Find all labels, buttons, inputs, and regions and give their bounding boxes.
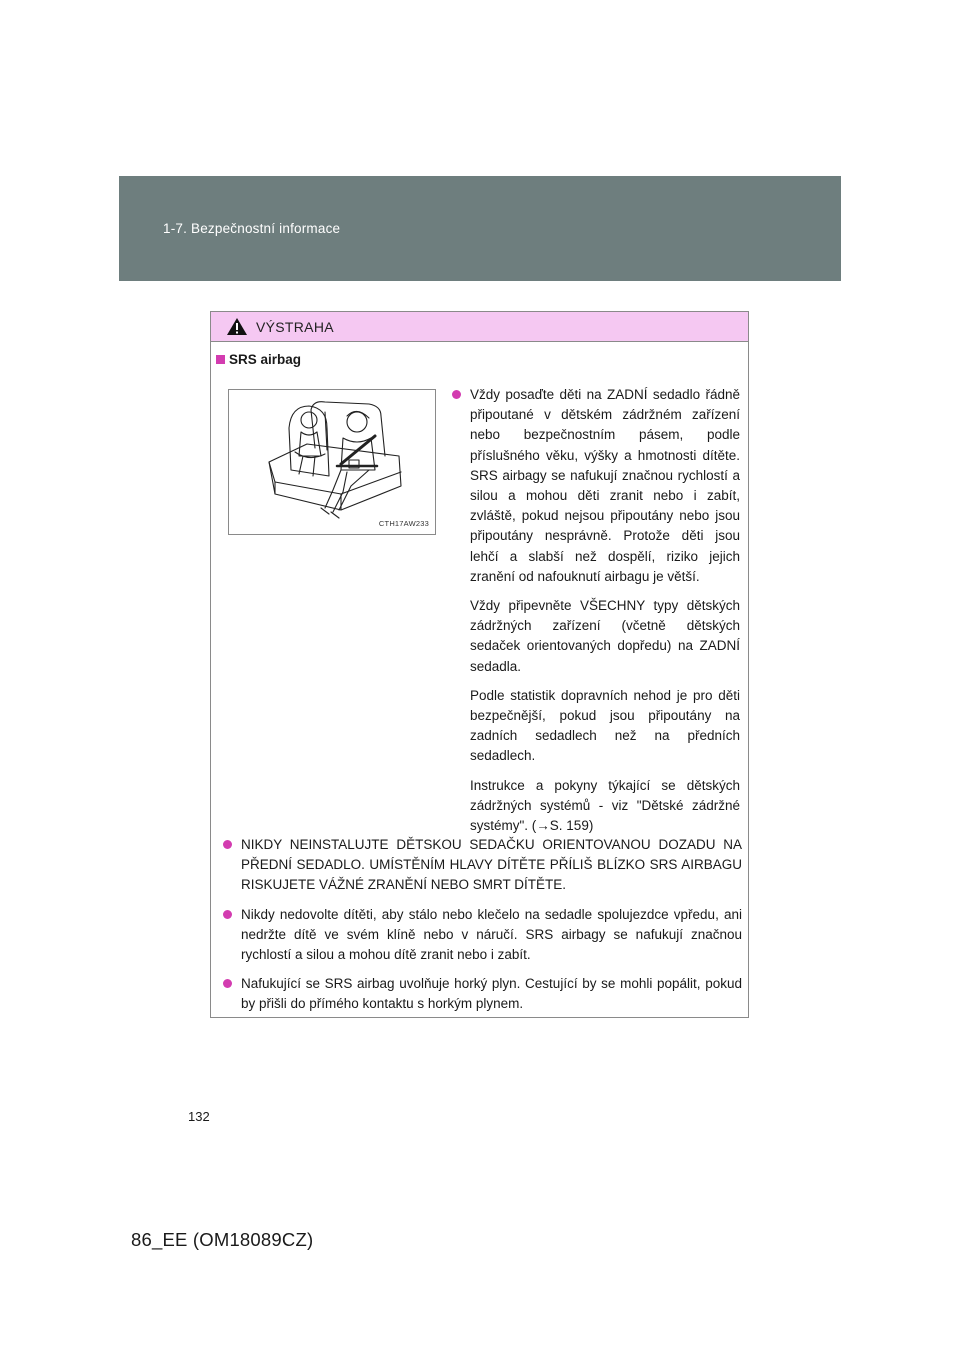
illustration-code: CTH17AW233 bbox=[378, 519, 429, 528]
child-seat-illustration bbox=[228, 389, 436, 535]
paragraph-text: Nafukující se SRS airbag uvolňuje horký plyn. Cestující by se mohli popálit, pokud by přišli do přímého kontaktu s horkým plynem. bbox=[241, 976, 742, 1012]
paragraph-text: Nikdy nedovolte dítěti, aby stálo nebo klečelo na sedadle spolujezdce vpředu, ani nedržte dítě ve svém klíně nebo v náručí. SRS airbagy se nafukují značnou rychlostí a silou a mohou dítě zranit nebo i zabít. bbox=[241, 906, 742, 963]
warning-header bbox=[211, 312, 748, 342]
paragraph-text: Vždy posaďte děti na ZADNÍ sedadlo řádně připoutané v dětském zádržném zařízení nebo bezpečnostním pásem, podle příslušného věku, výšky a hmotnosti dítěte. SRS airbagy se nafukují značnou rychlostí a silou a mohou děti zranit nebo i zabít, zvláště, pokud nejsou připoutány nebo jsou připoutány nesprávně. Protože děti jsou lehčí a slabší než dospělí, riziko jejich zranění od nafouknutí airbagu je větší. bbox=[470, 387, 740, 584]
circle-bullet-icon bbox=[223, 979, 232, 988]
circle-bullet-icon bbox=[223, 840, 232, 849]
list-item bbox=[241, 905, 742, 966]
child-seat-drawing bbox=[229, 390, 435, 534]
circle-bullet-icon bbox=[452, 390, 461, 399]
side-text bbox=[470, 385, 740, 845]
paragraph-text: NIKDY NEINSTALUJTE DĚTSKOU SEDAČKU ORIENTOVANOU DOZADU NA PŘEDNÍ SEDADLO. UMÍSTĚNÍM HLAVY DÍTĚTE PŘÍLIŠ BLÍZKO SRS AIRBAGU RISKUJETE VÁŽNÉ ZRANĚNÍ NEBO SMRT DÍTĚTE. bbox=[241, 837, 742, 893]
list-item bbox=[241, 835, 742, 896]
list-item bbox=[470, 385, 740, 587]
paragraph: Instrukce a pokyny týkající se dětských zádržných systémů - viz "Dětské zádržné systémy". (→S. 159) bbox=[470, 777, 740, 834]
warning-triangle-icon bbox=[226, 317, 248, 336]
paragraph: Podle statistik dopravních nehod je pro děti bezpečnější, pokud jsou připoutány na zadních sedadlech než na předních sedadlech. bbox=[470, 687, 740, 764]
section-title: 1-7. Bezpečnostní informace bbox=[163, 221, 341, 236]
page-number: 132 bbox=[188, 1109, 210, 1124]
warning-list bbox=[241, 835, 742, 1024]
square-bullet-icon bbox=[216, 355, 225, 364]
subheading-text: SRS airbag bbox=[229, 352, 302, 367]
document-code: 86_EE (OM18089CZ) bbox=[131, 1229, 314, 1250]
warning-box bbox=[210, 311, 749, 1018]
subheading bbox=[216, 352, 301, 367]
paragraph: Vždy připevněte VŠECHNY typy dětských zádržných zařízení (včetně dětských sedaček orientovaných dopředu) na ZADNÍ sedadla. bbox=[470, 598, 740, 674]
list-item bbox=[241, 974, 742, 1014]
circle-bullet-icon bbox=[223, 910, 232, 919]
warning-title: VÝSTRAHA bbox=[256, 318, 334, 335]
